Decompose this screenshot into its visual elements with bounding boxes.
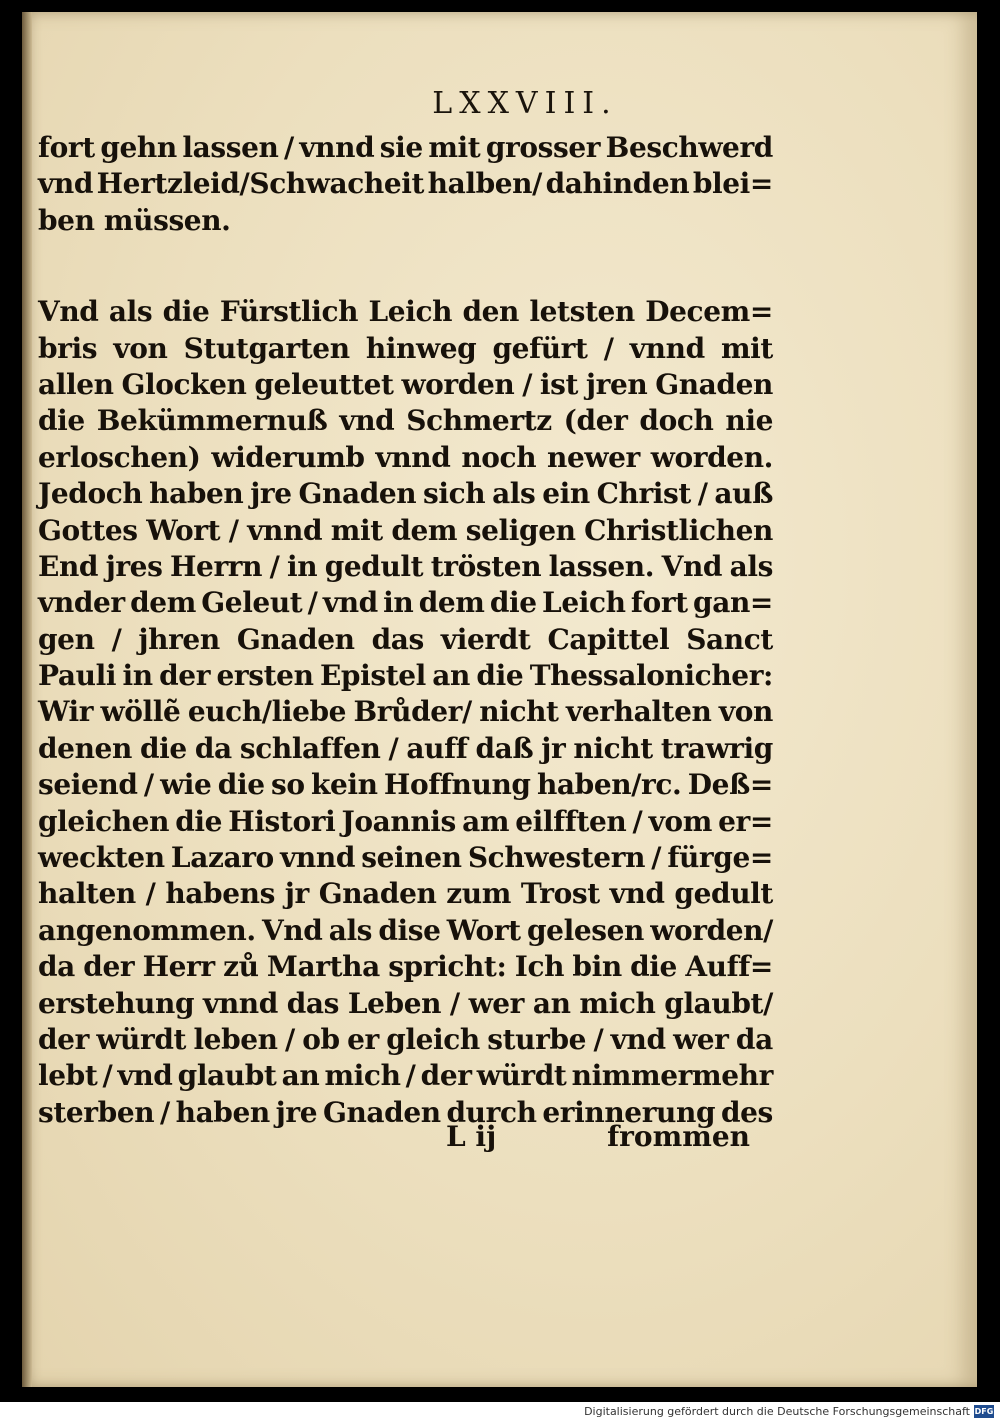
text-line: Wir wöllẽ euch/liebe Brůder/ nicht verhalten von: [38, 695, 773, 729]
folio-number: LXXVIII.: [432, 86, 618, 121]
paragraph-1: [38, 130, 773, 239]
text-line: vnder dem Geleut / vnd in dem die Leich fort gan=: [38, 586, 773, 620]
funding-credit: Digitalisierung gefördert durch die Deutsche Forschungsgemeinschaft: [584, 1405, 970, 1418]
text-line: lebt / vnd glaubt an mich / der würdt nimmermehr: [38, 1059, 773, 1093]
text-line: denen die da schlaffen / auff daß jr nicht trawrig: [38, 731, 773, 765]
catchword: frommen: [607, 1120, 750, 1153]
text-line: ben müssen.: [38, 203, 231, 237]
paragraph-gap: [38, 239, 773, 294]
text-line: Jedoch haben jre Gnaden sich als ein Christ / auß: [38, 477, 773, 511]
text-line: der würdt leben / ob er gleich sturbe / vnd wer da: [38, 1022, 773, 1056]
text-line: End jres Herrn / in gedult trösten lassen. Vnd als: [38, 549, 773, 583]
text-line: weckten Lazaro vnnd seinen Schwestern / fürge=: [38, 841, 773, 875]
footer-bar: [0, 1402, 1000, 1422]
text-line: allen Glocken geleuttet worden / ist jren Gnaden: [38, 367, 773, 401]
text-line: gleichen die Histori Joannis am eilfften / vom er=: [38, 804, 773, 838]
text-line: gen / jhren Gnaden das vierdt Capittel Sanct: [38, 622, 773, 656]
text-line: vnd Hertzleid/Schwacheit halben/ dahinden blei=: [38, 167, 773, 201]
paragraph-2: [38, 294, 773, 1131]
text-line: fort gehn lassen / vnnd sie mit grosser Beschwerd: [38, 131, 773, 164]
signature-mark: L ij: [446, 1120, 497, 1153]
catch-line: [38, 1120, 750, 1160]
text-line: seiend / wie die so kein Hoffnung haben/rc. Deß=: [38, 768, 773, 802]
text-line: erstehung vnnd das Leben / wer an mich glaubt/: [38, 986, 773, 1020]
text-line: sterben / haben jre Gnaden durch erinnerung des: [38, 1095, 773, 1129]
text-line: angenommen. Vnd als dise Wort gelesen worden/: [38, 913, 773, 947]
text-line: erloschen) widerumb vnnd noch newer worden.: [38, 440, 773, 474]
text-line: Gottes Wort / vnnd mit dem seligen Christlichen: [38, 513, 773, 547]
text-line: da der Herr zů Martha spricht: Ich bin die Auff=: [38, 950, 773, 984]
text-line: Vnd als die Fürstlich Leich den letsten Decem=: [38, 295, 773, 329]
text-line: die Bekümmernuß vnd Schmertz (der doch nie: [38, 404, 773, 438]
dfg-logo-icon: DFG: [974, 1407, 994, 1416]
text-block: [38, 130, 773, 1131]
page-gutter: [22, 12, 32, 1387]
text-line: Pauli in der ersten Epistel an die Thessalonicher:: [38, 659, 773, 693]
text-line: halten / habens jr Gnaden zum Trost vnd gedult: [38, 877, 773, 911]
text-line: bris von Stutgarten hinweg gefürt / vnnd mit: [38, 331, 773, 365]
